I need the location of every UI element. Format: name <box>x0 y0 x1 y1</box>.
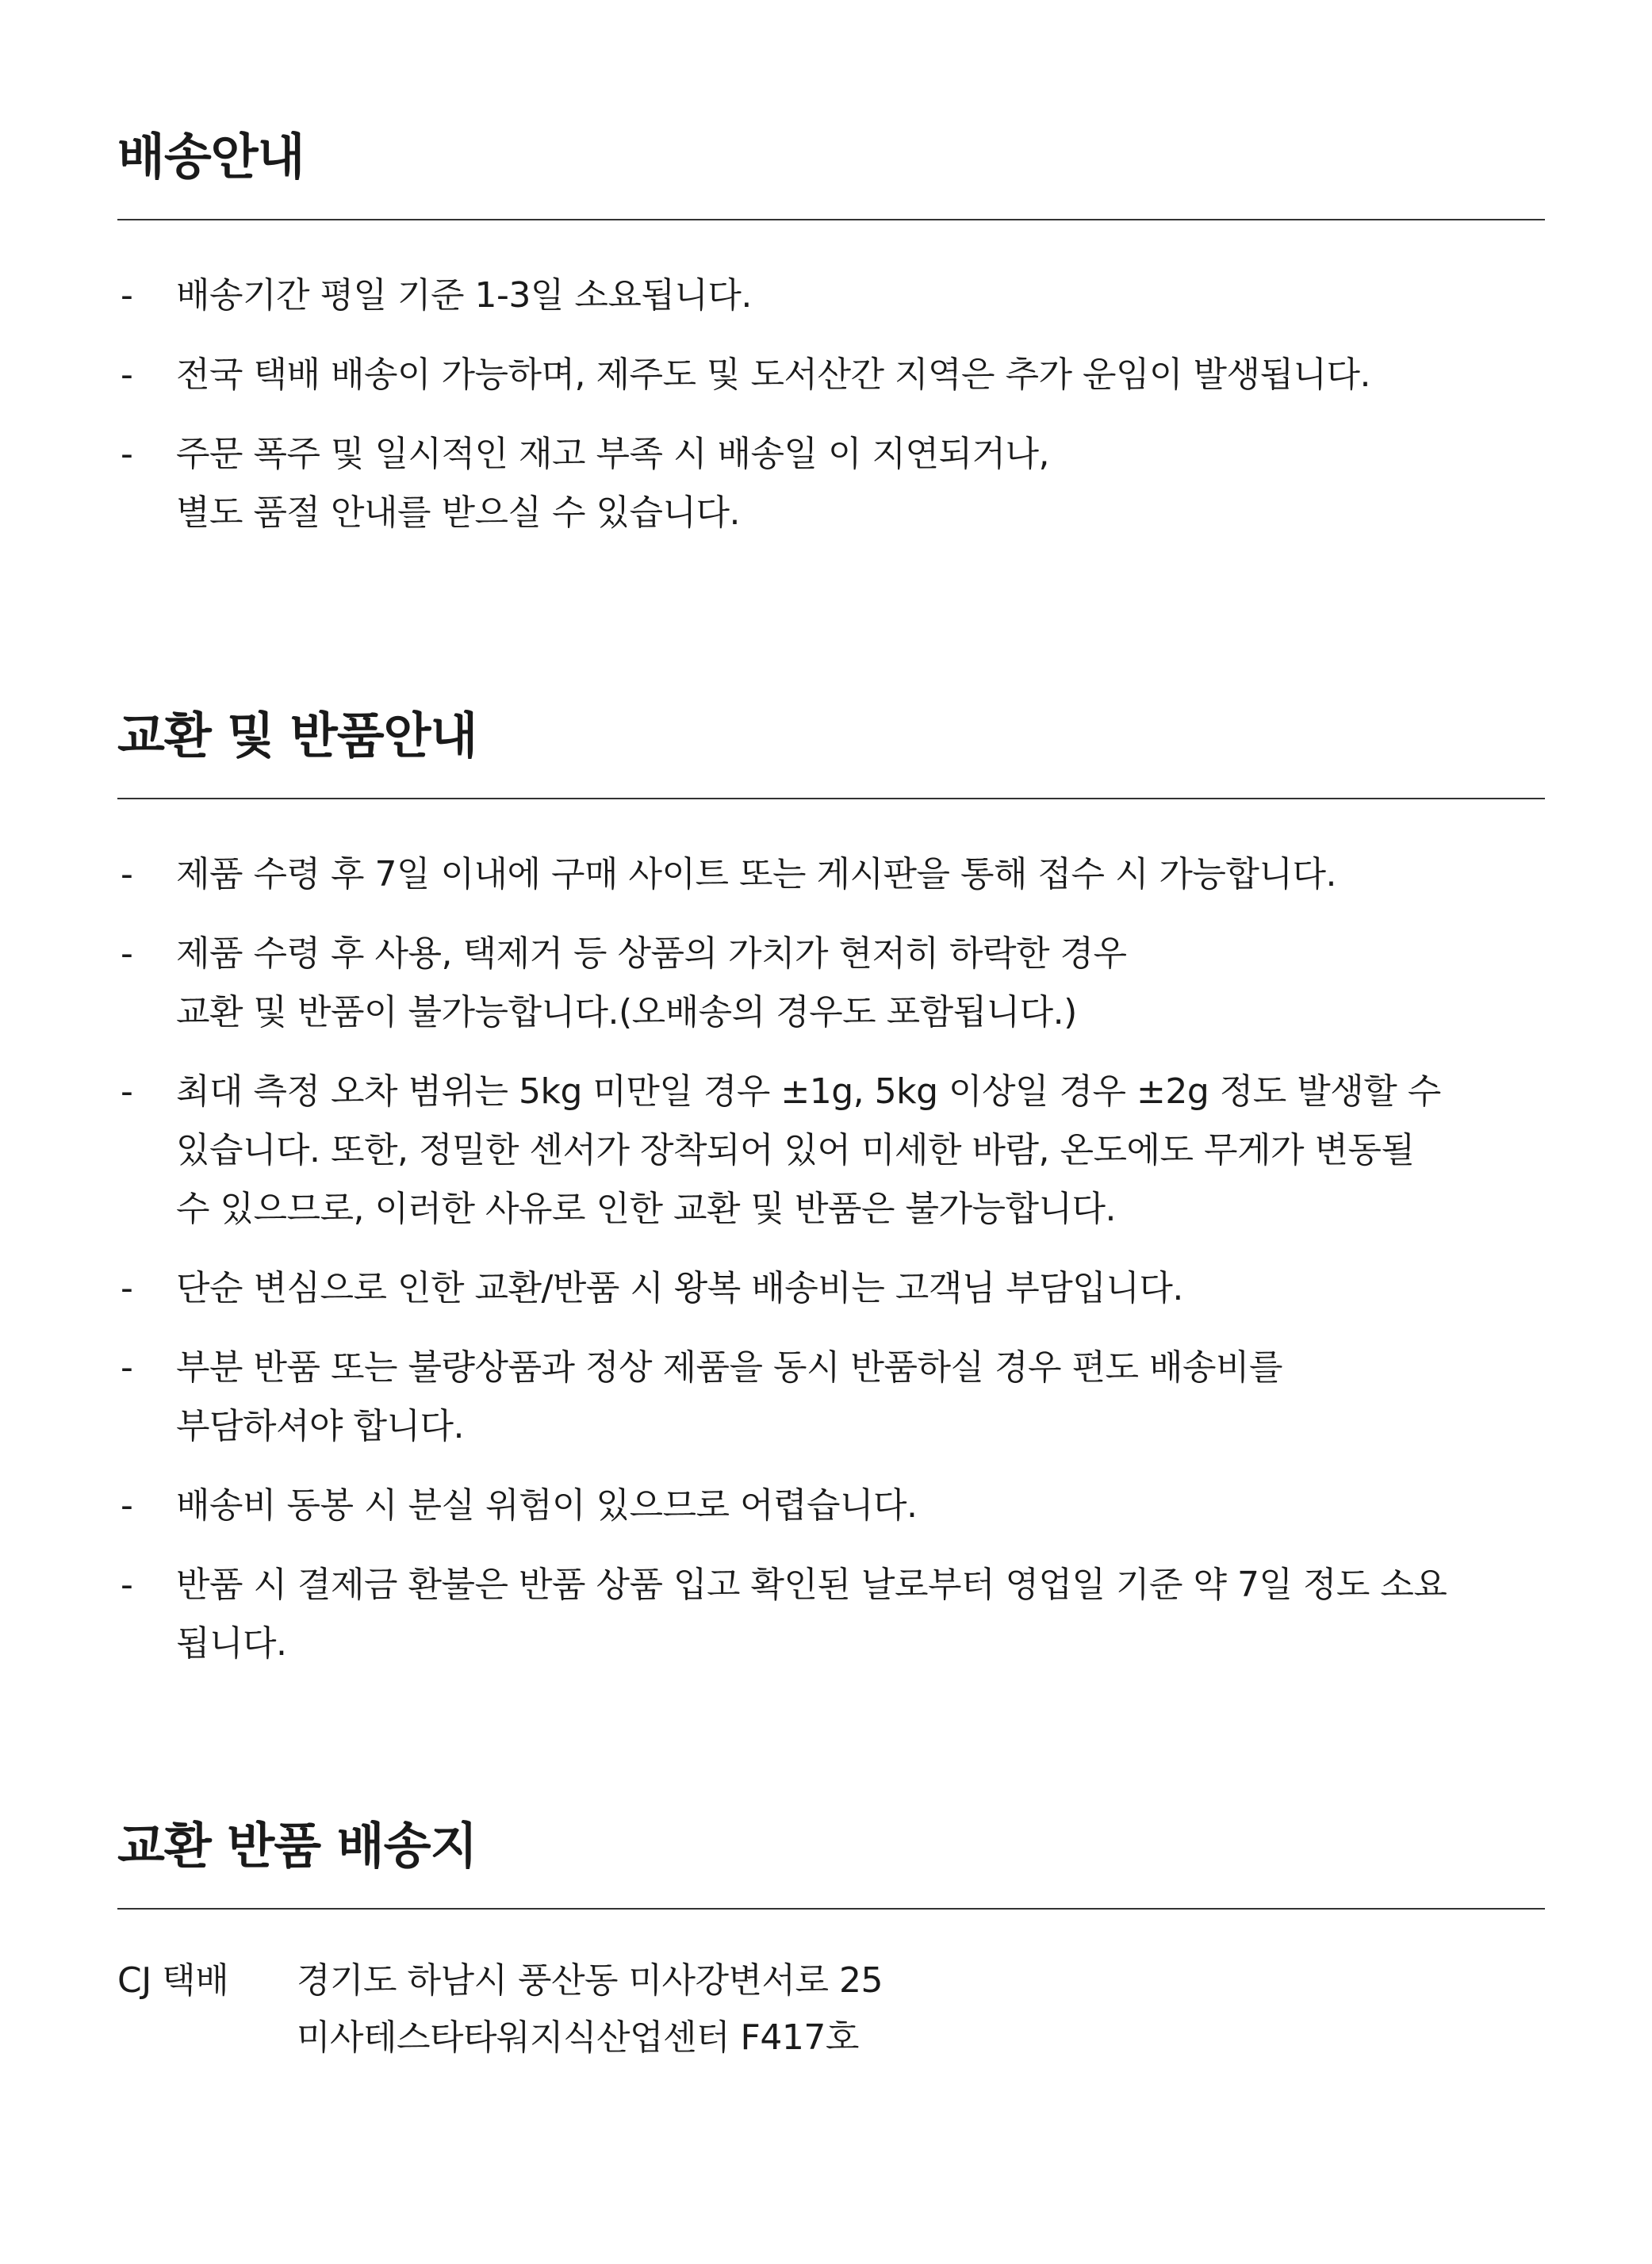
bullet-dash: - <box>121 354 133 395</box>
list-item-line: 최대 측정 오차 범위는 5kg 미만일 경우 ±1g, 5kg 이상일 경우 ±2g 정도 발생할 수 <box>176 1071 1441 1112</box>
list-item <box>117 925 1545 1042</box>
carrier-name: CJ 택배 <box>117 1960 229 2001</box>
list-item <box>117 1339 1545 1456</box>
list-item <box>117 845 1545 904</box>
exchange-list <box>117 845 1545 1673</box>
list-item-line: 수 있으므로, 이러한 사유로 인한 교환 및 반품은 불가능합니다. <box>176 1189 1116 1229</box>
list-item-line: 반품 시 결제금 환불은 반품 상품 입고 확인된 날로부터 영업일 기준 약 7일 정도 소요 <box>176 1565 1447 1605</box>
shipping-list <box>117 266 1545 542</box>
list-item-line: 제품 수령 후 사용, 택제거 등 상품의 가치가 현저히 하락한 경우 <box>176 933 1127 974</box>
list-item <box>117 1477 1545 1535</box>
return-address-divider <box>117 1908 1545 1910</box>
list-item <box>117 425 1545 542</box>
list-item-line: 별도 품절 안내를 받으실 수 있습니다. <box>176 492 740 533</box>
list-item <box>117 1063 1545 1239</box>
list-item-line: 됩니다. <box>176 1623 287 1664</box>
exchange-divider <box>117 798 1545 799</box>
shipping-divider <box>117 219 1545 220</box>
list-item-line: 전국 택배 배송이 가능하며, 제주도 및 도서산간 지역은 추가 운임이 발생됩니다. <box>176 354 1370 395</box>
list-item-line: 교환 및 반품이 불가능합니다.(오배송의 경우도 포함됩니다.) <box>176 992 1077 1032</box>
list-item-line: 배송비 동봉 시 분실 위험이 있으므로 어렵습니다. <box>176 1485 918 1526</box>
list-item <box>117 266 1545 325</box>
bullet-dash: - <box>121 1268 133 1308</box>
shipping-title: 배송안내 <box>117 128 305 186</box>
list-item <box>117 346 1545 404</box>
list-item <box>117 1556 1545 1673</box>
bullet-dash: - <box>121 933 133 974</box>
bullet-dash: - <box>121 854 133 894</box>
bullet-dash: - <box>121 1071 133 1112</box>
address-line: 미사테스타타워지식산업센터 F417호 <box>297 2017 859 2058</box>
return-address-title: 교환 반품 배송지 <box>117 1817 477 1875</box>
bullet-dash: - <box>121 434 133 474</box>
list-item-line: 단순 변심으로 인한 교환/반품 시 왕복 배송비는 고객님 부담입니다. <box>176 1268 1183 1308</box>
return-address-section <box>117 1816 1545 2058</box>
list-item <box>117 1259 1545 1318</box>
list-item-line: 부담하셔야 합니다. <box>176 1406 465 1446</box>
shipping-section <box>117 127 1545 533</box>
address-lines <box>297 1952 883 2067</box>
address-line: 경기도 하남시 풍산동 미사강변서로 25 <box>297 1960 883 2001</box>
bullet-dash: - <box>121 1565 133 1605</box>
list-item-line: 주문 폭주 및 일시적인 재고 부족 시 배송일 이 지연되거나, <box>176 434 1049 474</box>
list-item-line: 부분 반품 또는 불량상품과 정상 제품을 동시 반품하실 경우 편도 배송비를 <box>176 1347 1282 1388</box>
exchange-title: 교환 및 반품안내 <box>117 707 477 764</box>
list-item-line: 제품 수령 후 7일 이내에 구매 사이트 또는 게시판을 통해 접수 시 가능합니다. <box>176 854 1336 894</box>
list-item-line: 배송기간 평일 기준 1-3일 소요됩니다. <box>176 275 752 316</box>
list-item-line: 있습니다. 또한, 정밀한 센서가 장착되어 있어 미세한 바람, 온도에도 무게가 변동될 <box>176 1130 1415 1170</box>
bullet-dash: - <box>121 1485 133 1526</box>
bullet-dash: - <box>121 1347 133 1388</box>
bullet-dash: - <box>121 275 133 316</box>
exchange-section <box>117 706 1545 1664</box>
